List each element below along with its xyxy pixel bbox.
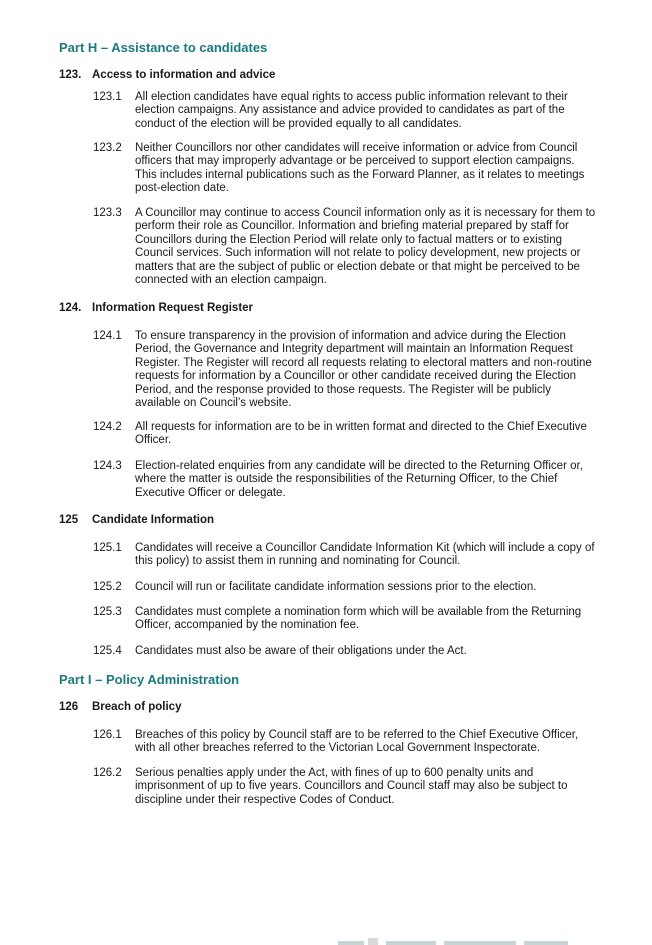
clause-text: Candidates will receive a Councillor Candidate Information Kit (which will include a copy of this policy) to assist them in running and nominating for Council. [135,542,595,568]
clause-125-4 [93,645,598,658]
part-i-heading: Part I – Policy Administration [59,672,240,687]
clause-text: Serious penalties apply under the Act, with fines of up to 600 penalty units and imprisonment of up to five years. Councillors and Council staff may also be subject to discipline under their respective Codes of Conduct. [135,767,568,806]
page-number-marker [368,938,378,945]
clause-number: 125.4 [93,645,122,657]
clause-126-1 [93,729,598,756]
clause-124-3 [93,460,598,500]
clause-text: Candidates must complete a nomination form which will be available from the Returning Officer, accompanied by the nomination fee. [135,606,582,632]
clause-number: 123.1 [93,91,122,103]
clause-123-3 [93,207,598,287]
section-title: Information Request Register [92,302,254,314]
clause-number: 123.2 [93,142,122,154]
clause-number: 123.3 [93,207,122,219]
section-125-heading [59,514,214,526]
section-number: 124. [59,302,82,314]
clause-text: A Councillor may continue to access Council information only as it is necessary for them to perform their role as Councillor. Information and briefing material prepared by staff for Councillors during the Election Period will relate only to factual matters or to existing Council services. Such information will not relate to policy development, new projects or matters that are the subject of public or election debate or that might be perceived to be connected with an election campaign. [135,207,596,287]
section-124-heading [59,302,253,314]
clause-text: To ensure transparency in the provision of information and advice during the Election Period, the Governance and Integrity department will maintain an Information Request Register. The Register will record all requests relating to electoral matters and non-routine requests for information by a Councillor or other candidate received during the Election Period, and the response provided to those requests. The Register will be publicly available on Council’s website. [135,330,592,410]
clause-124-1 [93,330,598,410]
clause-number: 124.1 [93,330,122,342]
clause-number: 125.2 [93,581,122,593]
clause-123-1 [93,91,598,131]
clause-number: 125.1 [93,542,122,554]
clause-number: 124.3 [93,460,122,472]
clause-text: All election candidates have equal rights to access public information relevant to their election campaigns. Any assistance and advice provided to candidates as part of the conduct of the election will be provided equally to all candidates. [135,91,568,130]
page-footer [338,938,578,945]
section-number: 126 [59,701,79,713]
section-title: Breach of policy [92,701,182,713]
clause-number: 124.2 [93,421,122,433]
clause-text: All requests for information are to be in written format and directed to the Chief Executive Officer. [135,421,587,447]
footer-fragment [444,941,516,945]
clause-text: Candidates must also be aware of their obligations under the Act. [135,645,467,657]
clause-number: 126.2 [93,767,122,779]
clause-text: Breaches of this policy by Council staff are to be referred to the Chief Executive Officer, with all other breaches referred to the Victorian Local Government Inspectorate. [135,729,579,755]
section-number: 125 [59,514,79,526]
clause-124-2 [93,421,598,448]
footer-fragment [386,941,436,945]
footer-fragment [524,941,568,945]
footer-fragment [338,941,364,945]
clause-text: Neither Councillors nor other candidates will receive information or advice from Council officers that may improperly advantage or be perceived to support election campaigns. This includes internal publications such as the Forward Planner, as it relates to meetings post-election date. [135,142,585,195]
section-title: Candidate Information [92,514,215,526]
clause-number: 126.1 [93,729,122,741]
clause-125-3 [93,606,598,633]
section-title: Access to information and advice [92,69,276,81]
section-number: 123. [59,69,82,81]
part-h-heading: Part H – Assistance to candidates [59,40,268,55]
section-126-heading [59,701,181,713]
clause-123-2 [93,142,598,196]
clause-125-2 [93,581,598,594]
clause-number: 125.3 [93,606,122,618]
clause-text: Election-related enquiries from any candidate will be directed to the Returning Officer or, where the matter is outside the responsibilities of the Returning Officer, to the Chief Executive Officer or delegate. [135,460,583,499]
clause-text: Council will run or facilitate candidate information sessions prior to the election. [135,581,537,593]
clause-125-1 [93,542,598,569]
section-123-heading [59,69,275,81]
clause-126-2 [93,767,598,807]
